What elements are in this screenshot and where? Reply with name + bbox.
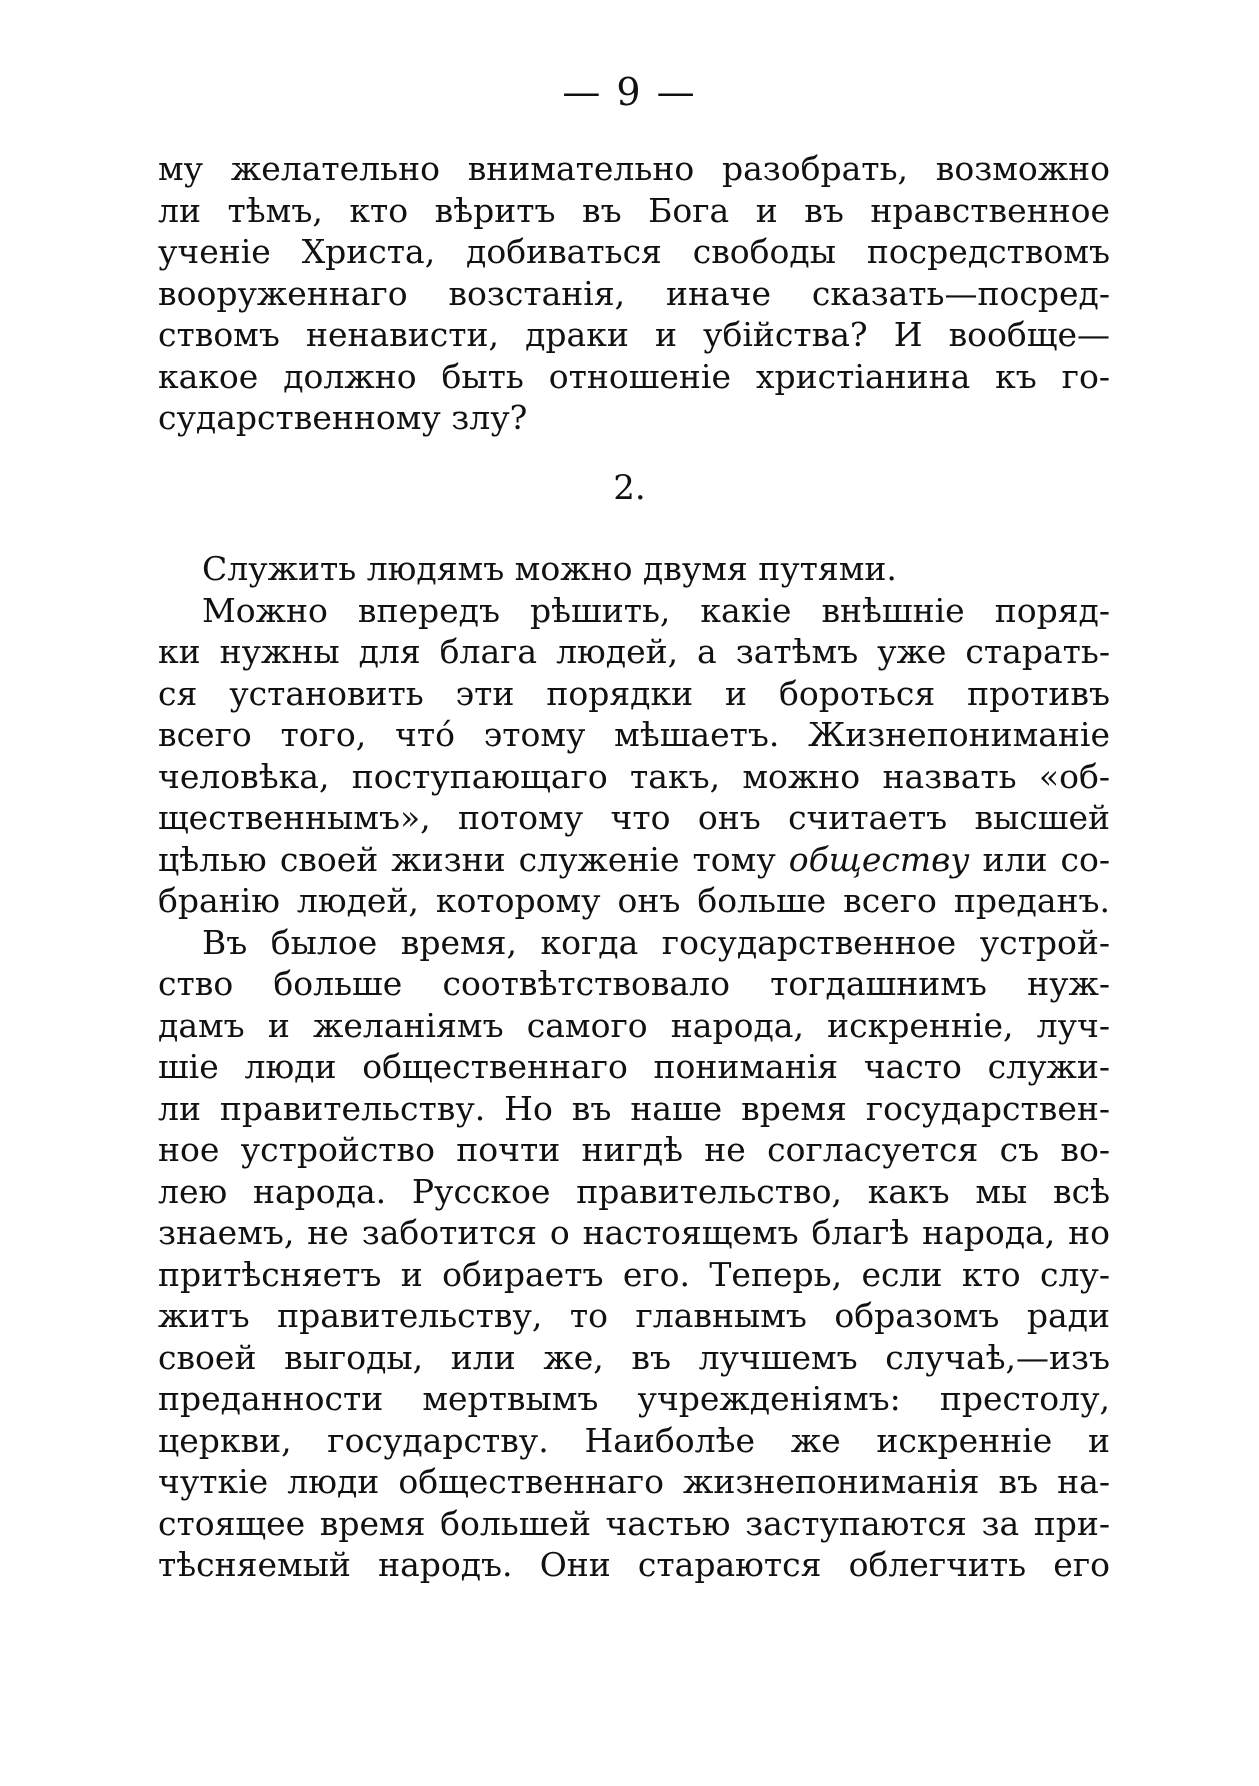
text-line: тѣсняемый народъ. Они стараются облегчить его [158, 1545, 1110, 1584]
text-line: бранію людей, которому онъ больше всего преданъ. [158, 881, 1110, 920]
text-line: ствомъ ненависти, драки и убійства? И вообще— [158, 315, 1110, 354]
text-line: притѣсняетъ и обираетъ его. Теперь, если кто слу- [158, 1254, 1110, 1294]
text-line: стоящее время большей частью заступаются за при- [158, 1503, 1110, 1543]
text-line: какое должно быть отношеніе христіанина къ го- [158, 356, 1110, 396]
text-line: ки нужны для блага людей, а затѣмъ уже старать- [158, 632, 1110, 671]
text-line: ли тѣмъ, кто вѣритъ въ Бога и въ нравственное [158, 190, 1110, 230]
text-line: ли правительству. Но въ наше время государствен- [158, 1088, 1110, 1128]
text-line: преданности мертвымъ учрежденіямъ: престолу, [158, 1379, 1110, 1418]
text-line: своей выгоды, или же, въ лучшемъ случаѣ,—изъ [158, 1337, 1110, 1377]
text-segment: цѣлью своей жизни служеніе тому [158, 839, 789, 879]
text-line: всего того, чтó этому мѣшаетъ. Жизнепониманіе [158, 715, 1110, 754]
text-line: ся установить эти порядки и бороться противъ [158, 673, 1110, 713]
text-line-with-italic [158, 839, 1110, 881]
text-line: лею народа. Русское правительство, какъ мы всѣ [158, 1171, 1110, 1211]
text-line: ученіе Христа, добиваться свободы посредствомъ [158, 232, 1110, 271]
text-line: му желательно внимательно разобрать, возможно [158, 149, 1110, 188]
text-line: шіе люди общественнаго пониманія часто служи- [158, 1047, 1110, 1086]
paragraph-continuation [158, 148, 1110, 439]
section-number: 2. [613, 468, 646, 508]
text-line: церкви, государству. Наиболѣе же искренніе и [158, 1420, 1110, 1460]
text-line: Служить людямъ можно двумя путями. [202, 549, 897, 588]
text-line: щественнымъ», потому что онъ считаетъ высшей [158, 798, 1110, 837]
italic-word: обществу [788, 839, 970, 879]
section-body [158, 548, 1110, 1586]
text-segment: или со- [969, 839, 1110, 879]
text-line: Можно впередъ рѣшить, какіе внѣшніе поряд- [202, 590, 1110, 630]
text-line: человѣка, поступающаго такъ, можно назвать «об- [158, 756, 1110, 796]
page-number: — 9 — [562, 70, 697, 114]
text-line: знаемъ, не заботится о настоящемъ благѣ народа, но [158, 1213, 1110, 1252]
text-line: ство больше соотвѣтствовало тогдашнимъ нуж- [158, 964, 1110, 1003]
text-line: житъ правительству, то главнымъ образомъ ради [158, 1296, 1110, 1335]
text-line: чуткіе люди общественнаго жизнепониманія въ на- [158, 1462, 1110, 1501]
text-line: дамъ и желаніямъ самого народа, искренніе, луч- [158, 1005, 1110, 1045]
text-line: ное устройство почти нигдѣ не согласуется съ во- [158, 1130, 1110, 1169]
text-line: вооруженнаго возстанія, иначе сказать—посред- [158, 273, 1110, 313]
text-line: Въ былое время, когда государственное устрой- [202, 922, 1110, 962]
text-line: сударственному злу? [158, 398, 528, 437]
